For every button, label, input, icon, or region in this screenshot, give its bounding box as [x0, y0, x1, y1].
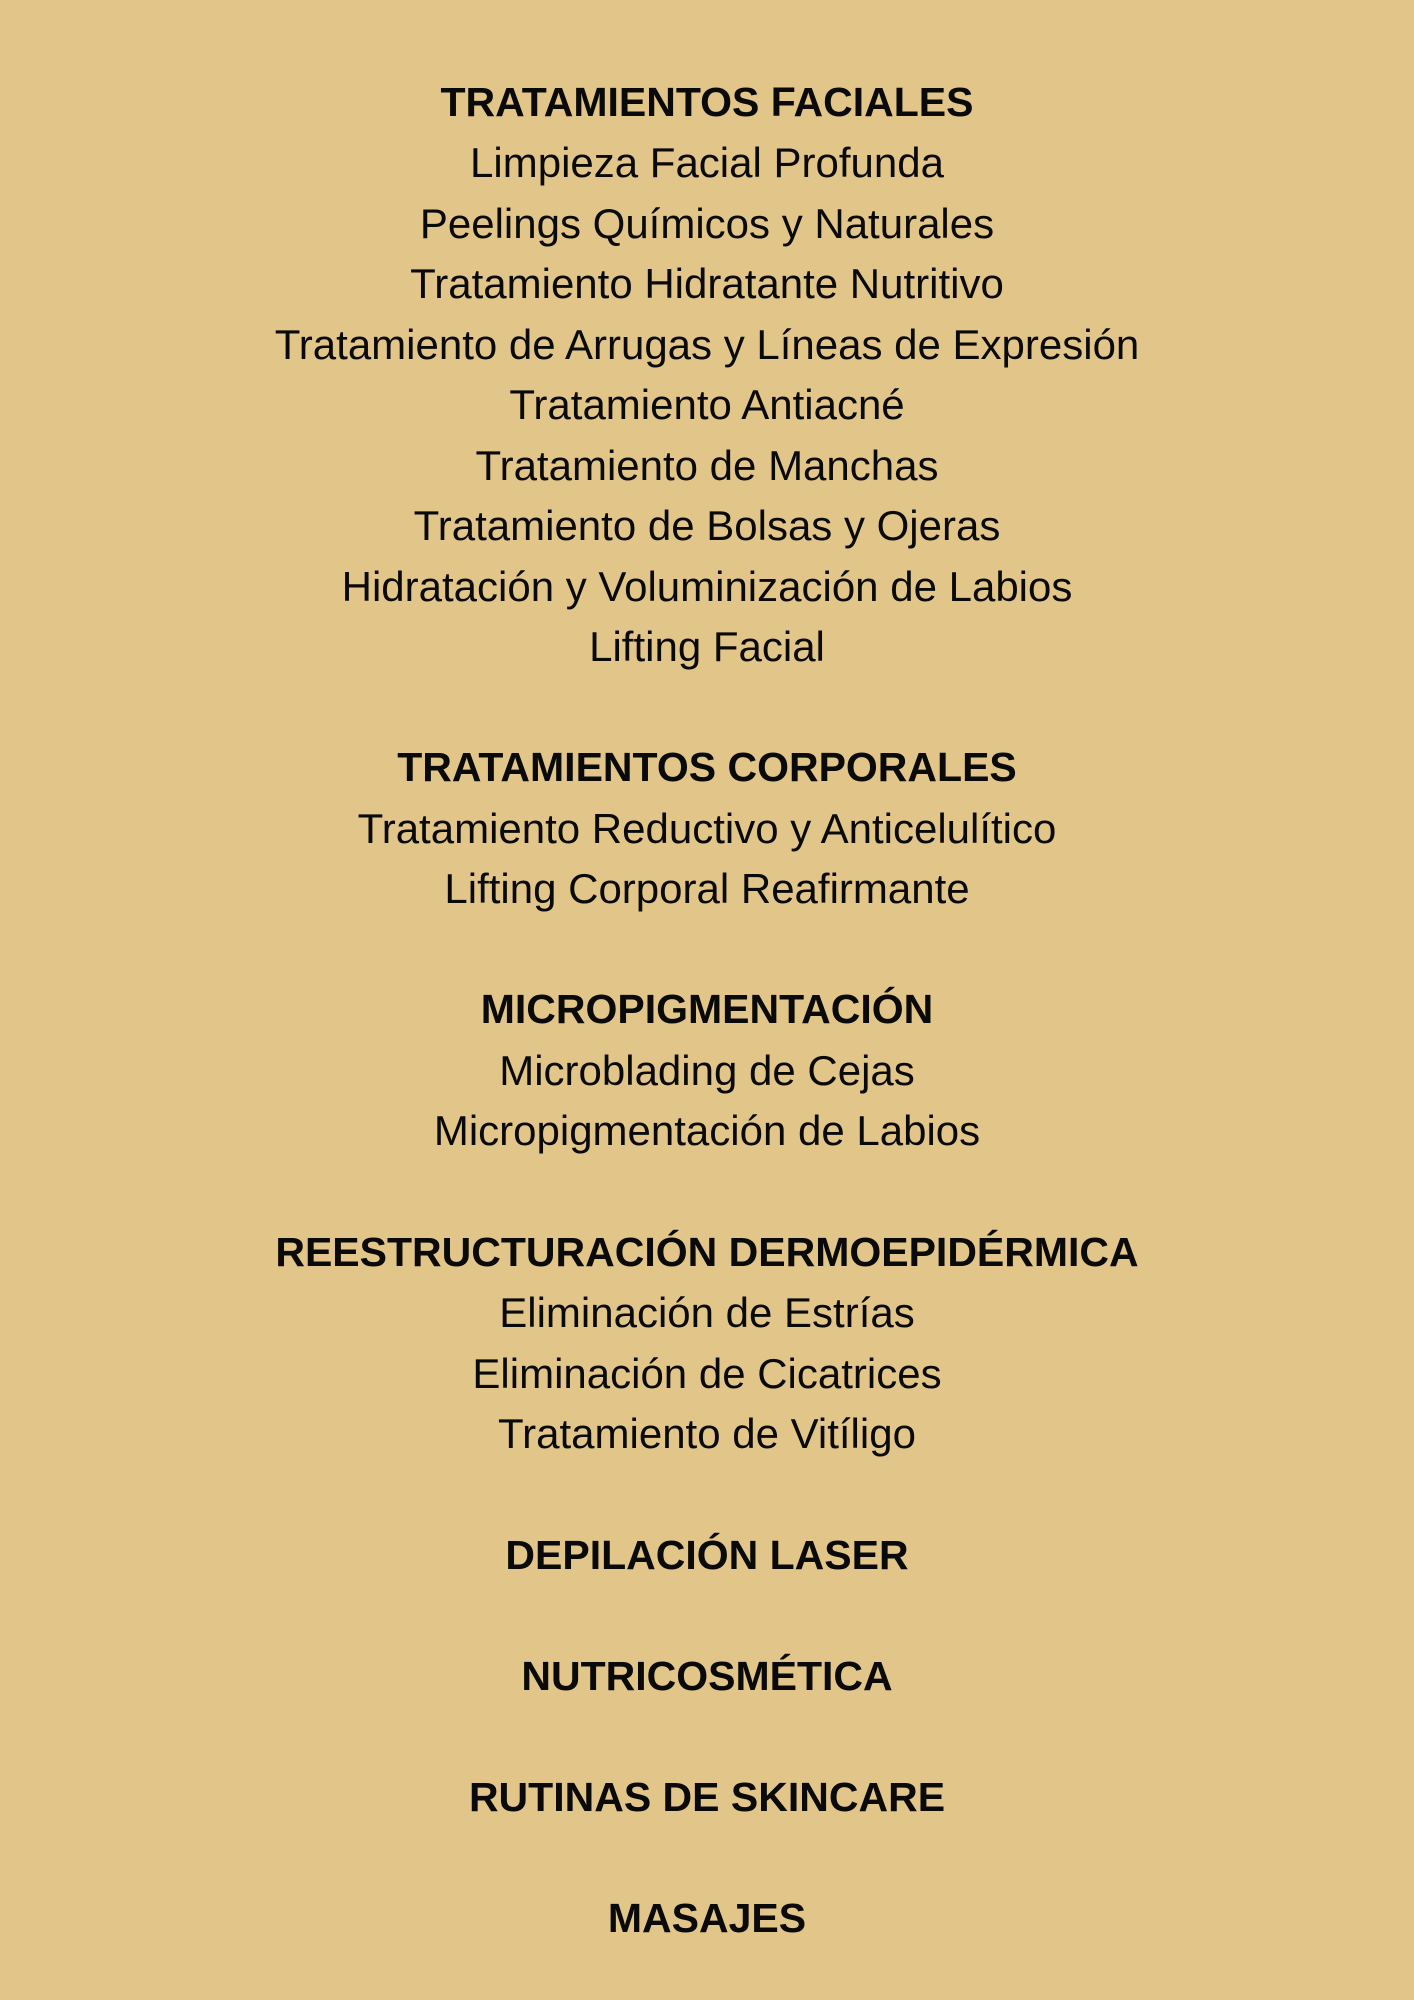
section-title-reestructuracion-dermoepidermica: REESTRUCTURACIÓN DERMOEPIDÉRMICA	[275, 1229, 1139, 1275]
menu-item: Hidratación y Voluminización de Labios	[341, 563, 1073, 610]
menu-item: Microblading de Cejas	[499, 1047, 915, 1094]
menu-item: Lifting Corporal Reafirmante	[444, 865, 970, 912]
menu-item: Tratamiento Hidratante Nutritivo	[410, 260, 1004, 307]
section-title-tratamientos-faciales: TRATAMIENTOS FACIALES	[440, 79, 974, 125]
section-title-nutricosmetica: NUTRICOSMÉTICA	[521, 1653, 893, 1699]
menu-item: Tratamiento de Arrugas y Líneas de Expresión	[274, 321, 1140, 368]
menu-item: Tratamiento Antiacné	[509, 381, 905, 428]
menu-item: Eliminación de Estrías	[499, 1289, 915, 1336]
menu-item: Tratamiento de Bolsas y Ojeras	[413, 502, 1001, 549]
section-title-rutinas-de-skincare: RUTINAS DE SKINCARE	[468, 1774, 946, 1820]
menu-item: Eliminación de Cicatrices	[472, 1350, 942, 1397]
menu-item: Peelings Químicos y Naturales	[419, 200, 995, 247]
menu-item: Lifting Facial	[589, 623, 825, 670]
menu-item: Tratamiento de Vitíligo	[498, 1410, 916, 1457]
menu-item: Tratamiento Reductivo y Anticelulítico	[357, 805, 1057, 852]
section-title-masajes: MASAJES	[607, 1895, 807, 1941]
menu-item: Tratamiento de Manchas	[475, 442, 939, 489]
section-title-tratamientos-corporales: TRATAMIENTOS CORPORALES	[397, 744, 1017, 790]
section-title-depilacion-laser: DEPILACIÓN LASER	[505, 1532, 909, 1578]
menu-item: Micropigmentación de Labios	[433, 1107, 981, 1154]
menu-item: Limpieza Facial Profunda	[470, 139, 944, 186]
section-title-micropigmentacion: MICROPIGMENTACIÓN	[480, 986, 934, 1032]
